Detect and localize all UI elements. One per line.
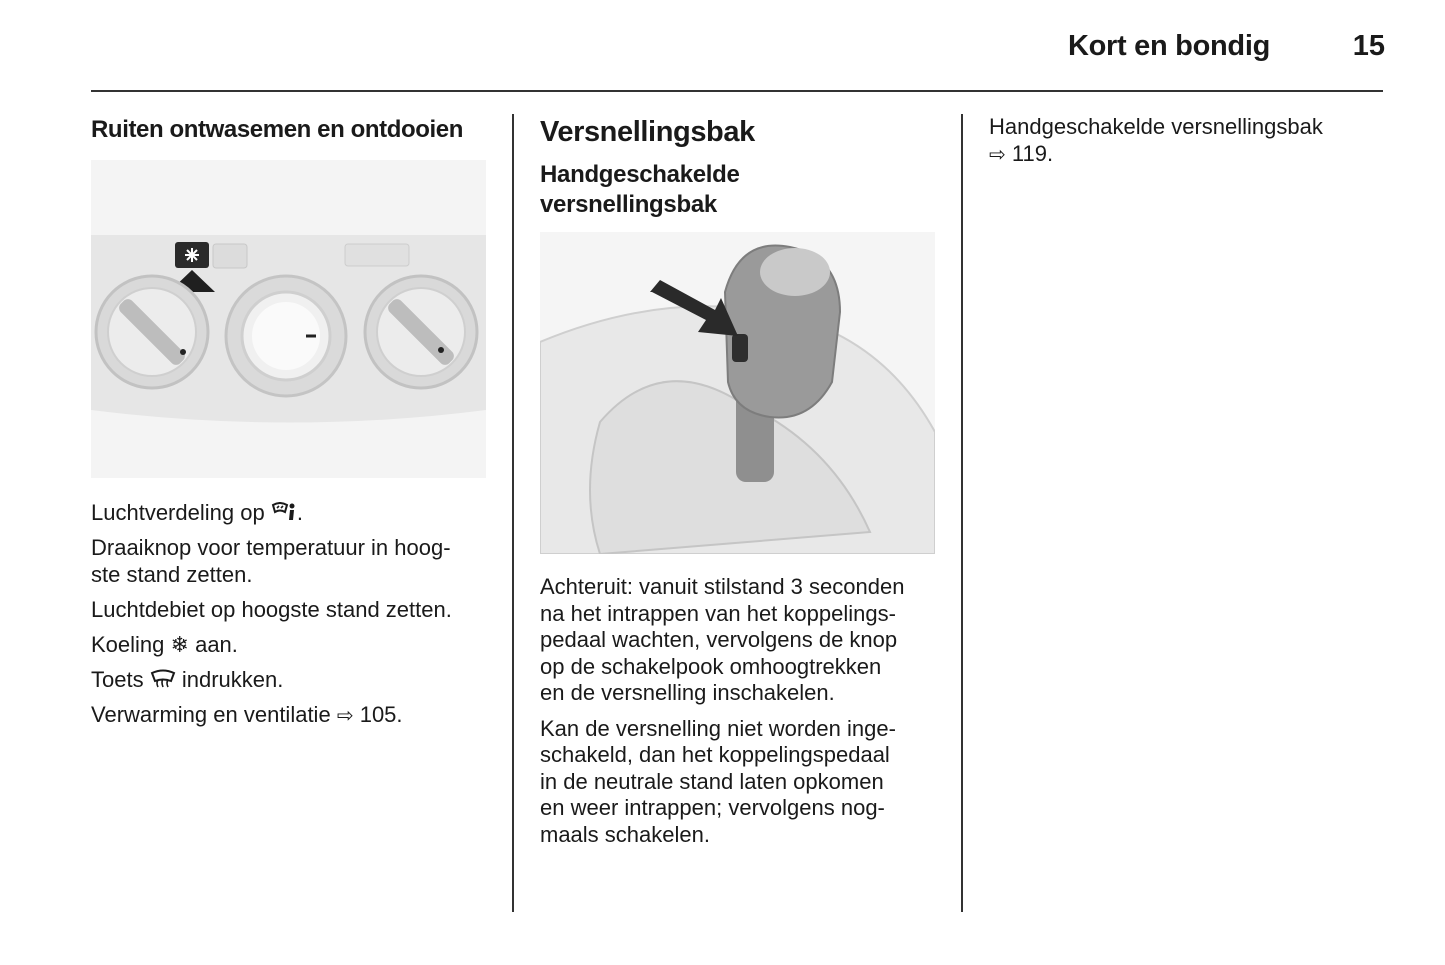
instruction-temperature [91, 535, 491, 588]
gear-lever-figure [540, 232, 935, 554]
subheading-manual-gearbox [540, 160, 942, 220]
column-gearbox [540, 114, 942, 857]
text-line: Achteruit: vanuit stilstand 3 seconden [540, 574, 905, 599]
column-defrost [91, 114, 491, 738]
section-heading-gearbox: Versnellingsbak [540, 116, 755, 148]
paragraph-gear-engage [540, 716, 942, 849]
instruction-text: Luchtverdeling op [91, 500, 265, 525]
reference-arrow-icon: ⇨ [989, 143, 1006, 166]
instruction-punct: . [296, 500, 303, 525]
text-line: en de versnelling inschakelen. [540, 680, 835, 705]
column-reference [989, 114, 1383, 168]
instruction-line: Draaiknop voor temperatuur in hoog- [91, 535, 451, 560]
header-divider [91, 90, 1383, 92]
windscreen-air-icon [271, 502, 297, 522]
reference-arrow-icon: ⇨ [336, 704, 354, 727]
snowflake-icon [185, 248, 199, 262]
instruction-text: Toets [91, 666, 144, 692]
section-heading-defrost: Ruiten ontwasemen en ontdooien [91, 116, 464, 143]
fan-speed-knob [96, 276, 208, 388]
text-line: op de schakelpook omhoogtrekken [540, 653, 882, 679]
reverse-collar [732, 334, 748, 362]
text-line: na het intrappen van het koppelings- [540, 600, 896, 626]
recirculation-button [213, 244, 247, 268]
instruction-line: ste stand zetten. [91, 561, 253, 587]
subheading-line: versnellingsbak [540, 191, 717, 218]
instruction-text: Koeling [91, 631, 165, 657]
windscreen-defrost-icon [150, 669, 176, 689]
instruction-air-flow: Luchtdebiet op hoogste stand zetten. [91, 596, 452, 622]
column-divider-left [512, 114, 514, 912]
instruction-cooling [91, 632, 491, 659]
page-reference: 119. [1011, 140, 1054, 166]
climate-control-figure [91, 160, 486, 478]
snowflake-icon: ❄ [170, 631, 189, 657]
reference-line [989, 141, 1383, 169]
instruction-reference [91, 702, 491, 730]
page-header-title: Kort en bondig [1068, 30, 1270, 62]
instruction-air-distribution [91, 500, 491, 527]
text-line: en weer intrappen; vervolgens nog- [540, 795, 885, 820]
instruction-text: Verwarming en ventilatie [91, 701, 331, 727]
rear-defrost-button [345, 244, 409, 266]
text-line: maals schakelen. [540, 821, 710, 847]
instruction-text: indrukken. [181, 666, 284, 692]
text-line: pedaal wachten, vervolgens de knop [540, 627, 898, 652]
air-distribution-knob [365, 276, 477, 388]
instruction-defrost-button [91, 667, 491, 694]
column-divider-right [961, 114, 963, 912]
text-line: in de neutrale stand laten opkomen [540, 768, 884, 794]
page-number: 15 [1352, 30, 1385, 62]
text-line: Kan de versnelling niet worden inge- [540, 715, 896, 741]
paragraph-reverse [540, 574, 942, 707]
text-line: schakeld, dan het koppelingspedaal [540, 742, 890, 767]
temperature-knob [226, 276, 346, 396]
gear-knob-top [760, 248, 830, 296]
instruction-text: aan. [195, 631, 238, 657]
reference-text: Handgeschakelde versnellingsbak [989, 114, 1323, 139]
page-reference: 105. [359, 701, 403, 727]
subheading-line: Handgeschakelde [540, 161, 740, 188]
